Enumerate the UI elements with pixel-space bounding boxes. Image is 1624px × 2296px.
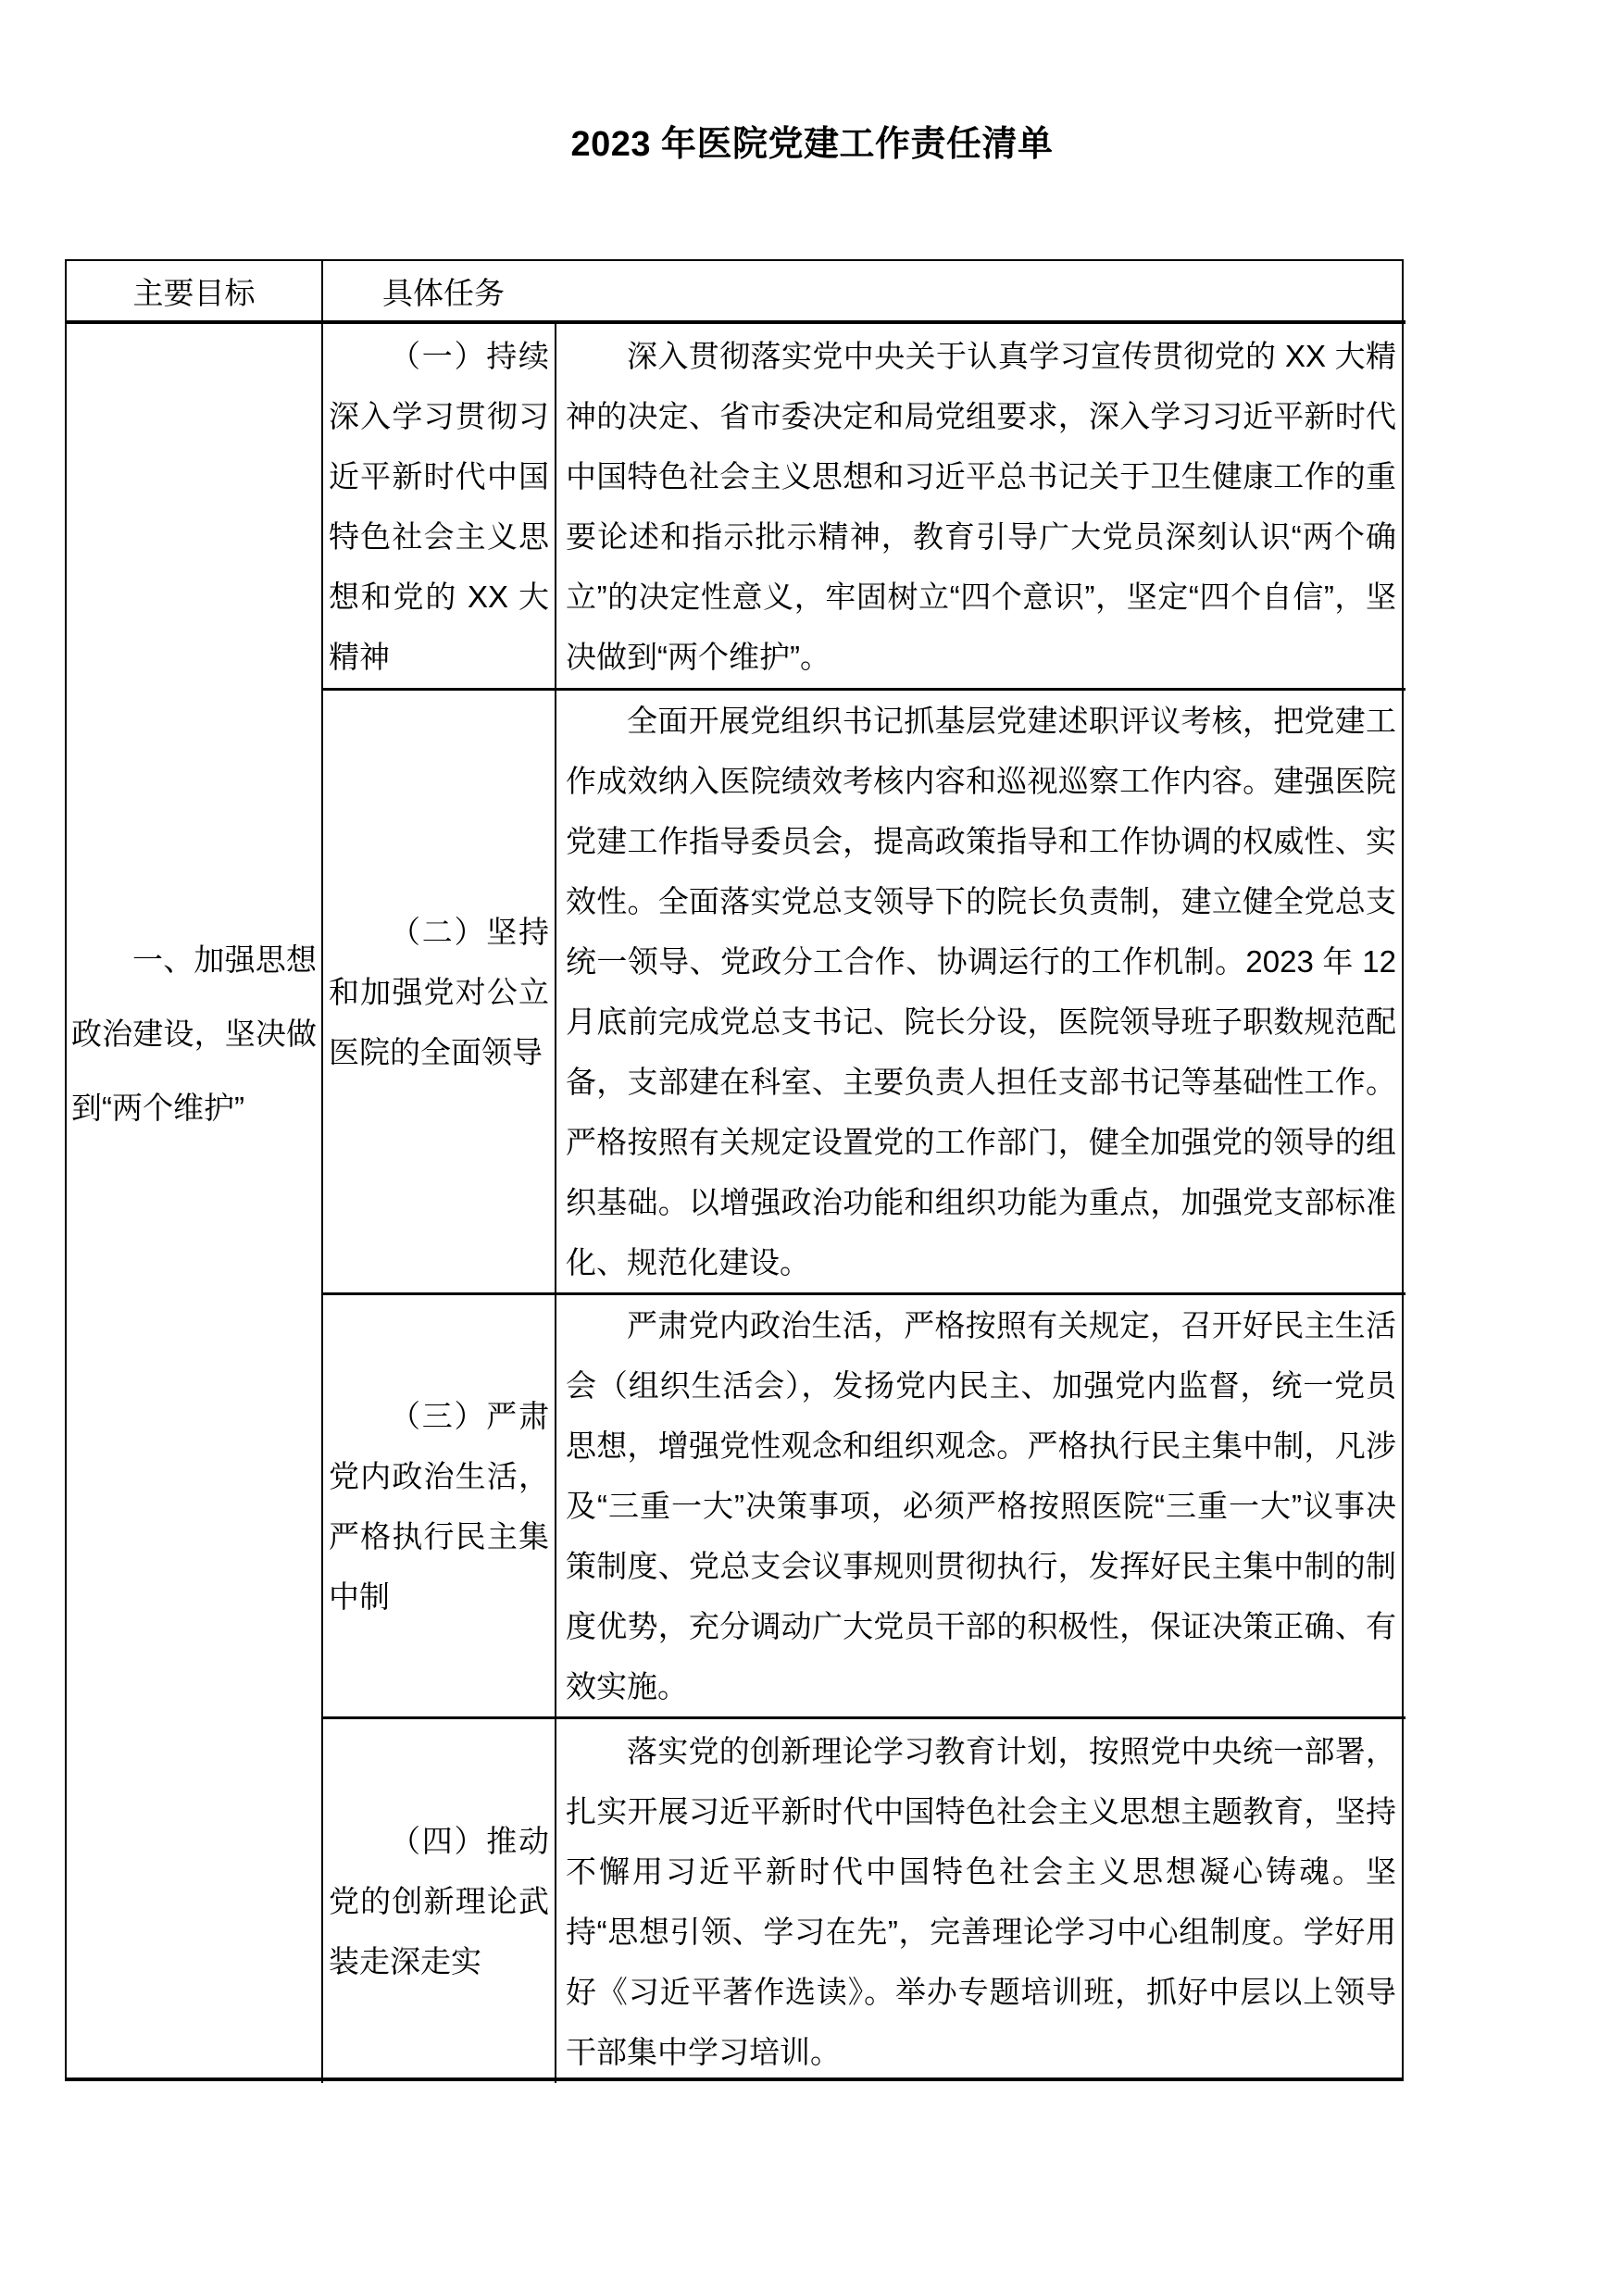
task-name-cell-2 — [323, 691, 556, 1295]
main-objective-text: 一、加强思想政治建设，坚决做到“两个维护” — [71, 942, 317, 1125]
task-name-cell-1 — [323, 324, 556, 691]
task-detail-cell-1 — [556, 324, 1405, 691]
task-detail-4: 落实党的创新理论学习教育计划，按照党中央统一部署，扎实开展习近平新时代中国特色社会主义思想主题教育，坚持不懈用习近平新时代中国特色社会主义思想凝心铸魂。坚持“思想引领、学习在先”，完善理论学习中心组制度。学好用好《习近平著作选读》。举办专题培训班，抓好中层以上领导干部集中学习培训。 — [566, 1733, 1396, 2069]
task-detail-cell-4 — [556, 1719, 1405, 2083]
task-detail-2: 全面开展党组织书记抓基层党建述职评议考核，把党建工作成效纳入医院绩效考核内容和巡视巡察工作内容。建强医院党建工作指导委员会，提高政策指导和工作协调的权威性、实效性。全面落实党总支领导下的院长负责制，建立健全党总支统一领导、党政分工合作、协调运行的工作机制。2023 年 12 月底前完成党总支书记、院长分设，医院领导班子职数规范配备，支部建在科室、主要负责人担任支部书记等基础性工作。严格按照有关规定设置党的工作部门，健全加强党的领导的组织基础。以增强政治功能和组织功能为重点，加强党支部标准化、规范化建设。 — [566, 704, 1396, 1279]
header-task: 具体任务 — [323, 261, 1405, 324]
responsibility-table — [65, 259, 1404, 2081]
task-name-2: （二）坚持和加强党对公立医院的全面领导 — [329, 914, 549, 1069]
task-detail-3: 严肃党内政治生活，严格按照有关规定，召开好民主生活会（组织生活会），发扬党内民主、加强党内监督，统一党员思想，增强党性观念和组织观念。严格执行民主集中制，凡涉及“三重一大”决策事项，必须严格按照医院“三重一大”议事决策制度、党总支会议事规则贯彻执行，发挥好民主集中制的制度优势，充分调动广大党员干部的积极性，保证决策正确、有效实施。 — [566, 1308, 1396, 1703]
task-detail-cell-3 — [556, 1295, 1405, 1719]
task-name-3: （三）严肃党内政治生活，严格执行民主集中制 — [329, 1398, 549, 1614]
task-name-1: （一）持续深入学习贯彻习近平新时代中国特色社会主义思想和党的 XX 大精神 — [329, 339, 549, 674]
task-detail-1: 深入贯彻落实党中央关于认真学习宣传贯彻党的 XX 大精神的决定、省市委决定和局党组要求，深入学习习近平新时代中国特色社会主义思想和习近平总书记关于卫生健康工作的重要论述和指示批示精神，教育引导广大党员深刻认识“两个确立”的决定性意义，牢固树立“四个意识”，坚定“四个自信”，坚决做到“两个维护”。 — [566, 338, 1396, 674]
document-title: 2023 年医院党建工作责任清单 — [570, 125, 1054, 164]
header-main-goal: 主要目标 — [67, 261, 323, 324]
task-name-cell-4 — [323, 1719, 556, 2083]
task-detail-cell-2 — [556, 691, 1405, 1295]
task-name-cell-3 — [323, 1295, 556, 1719]
task-name-4: （四）推动党的创新理论武装走深走实 — [329, 1824, 549, 1978]
main-objective-cell — [67, 324, 323, 2083]
